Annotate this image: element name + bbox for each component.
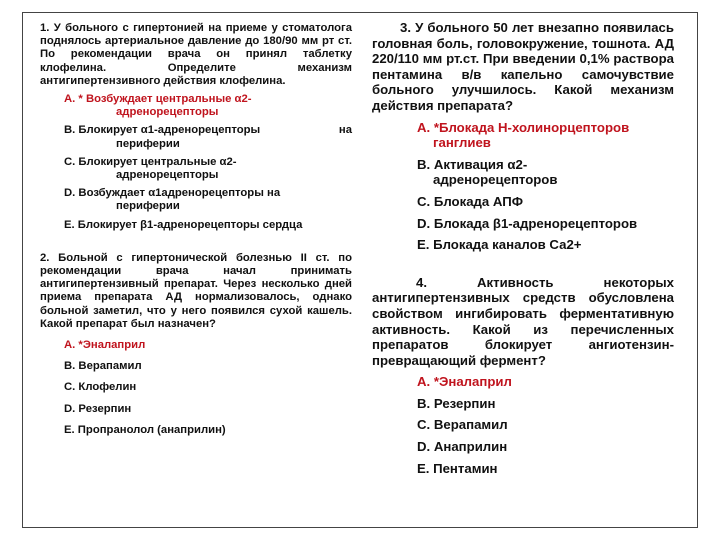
q1-option-a: A. * Возбуждает центральные α2- адренорецепторы bbox=[64, 93, 252, 119]
q2-option-a: A. *Эналаприл bbox=[64, 339, 146, 352]
right-column bbox=[372, 20, 674, 476]
left-column bbox=[40, 22, 352, 437]
q1-option-b: B. Блокирует α1-адренорецепторы на периферии bbox=[64, 124, 352, 150]
q4-option-d: D. Анаприлин bbox=[417, 439, 508, 455]
q4-option-c: C. Верапамил bbox=[417, 417, 508, 433]
q3-option-c: C. Блокада АПФ bbox=[417, 193, 523, 209]
question-2-options bbox=[40, 339, 352, 437]
q2-option-d: D. Резерпин bbox=[64, 402, 132, 415]
q1-option-d: D. Возбуждает α1адренорецепторы на периферии bbox=[64, 187, 281, 213]
q4-option-a: A. *Эналаприл bbox=[417, 374, 512, 390]
q3-option-e: E. Блокада каналов Са2+ bbox=[417, 237, 582, 253]
question-4-text: 4. Активность некоторых антигипертензивных средств обусловлена свойством ингибировать ферментативную активность. Какой из перечисленных препаратов блокирует ангиотензин-превращающий фермент? bbox=[372, 274, 674, 368]
q2-option-c: C. Клофелин bbox=[64, 381, 137, 394]
q2-option-b: B. Верапамил bbox=[64, 360, 142, 373]
question-3-options bbox=[372, 120, 674, 253]
q3-option-a: A. *Блокада Н-холинорцепторов ганглиев bbox=[417, 119, 630, 151]
question-3-text: 3. У больного 50 лет внезапно появилась головная боль, головокружение, тошнота. АД 220/110 мм рт.ст. При введении 0,1% раствора пентамина в/в капельно самочувствие больного улучшилось. Какой механизм действия препарата? bbox=[372, 20, 674, 113]
question-4-options bbox=[372, 374, 674, 476]
q4-option-b: B. Резерпин bbox=[417, 395, 496, 411]
q3-option-b: B. Активация α2- адренорецепторов bbox=[417, 156, 558, 188]
q1-option-c: C. Блокирует центральные α2- адренорецепторы bbox=[64, 155, 237, 182]
question-1-options bbox=[40, 93, 352, 232]
question-1-text: 1. У больного с гипертонией на приеме у стоматолога поднялось артериальное давление до 180/90 мм рт ст. По рекомендации врача он принял таблетку клофелина. Определите механизм антигипертензивного действия клофелина. bbox=[40, 22, 352, 87]
q2-option-e: E. Пропранолол (анаприлин) bbox=[64, 423, 226, 436]
q1-option-e: E. Блокирует β1-адренорецепторы сердца bbox=[64, 218, 303, 231]
question-2-text: 2. Больной с гипертонической болезнью II ст. по рекомендации врача начал принимать антигипертензивный препарат. Через несколько дней приема препарата АД нормализовалось, однако больной заметил, что у него появился сухой кашель. Какой препарат был назначен? bbox=[40, 251, 352, 330]
q3-option-d: D. Блокада β1-адренорецепторов bbox=[417, 215, 638, 231]
q4-option-e: E. Пентамин bbox=[417, 460, 498, 476]
